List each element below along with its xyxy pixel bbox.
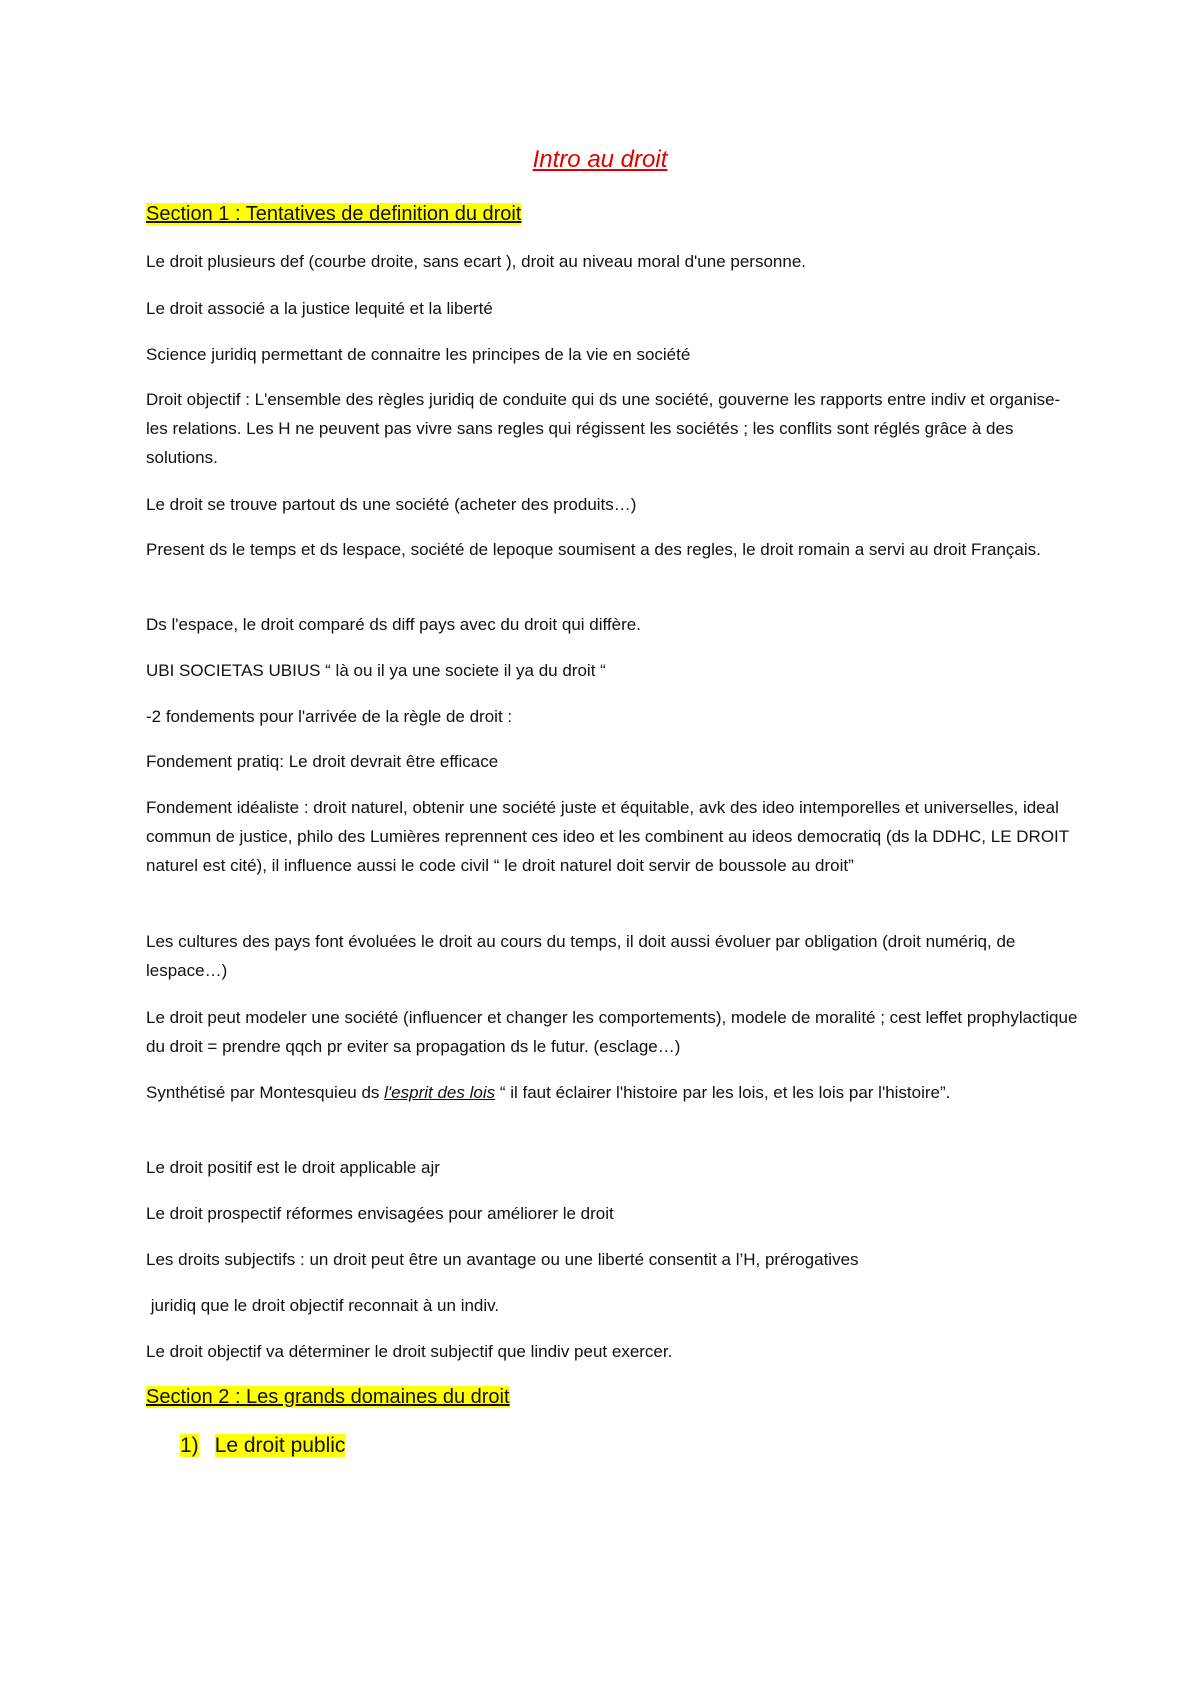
paragraph: Le droit positif est le droit applicable ajr <box>146 1158 440 1177</box>
paragraph: Fondement pratiq: Le droit devrait être efficace <box>146 752 499 771</box>
paragraph: Fondement idéaliste : droit naturel, obtenir une société juste et équitable, avk des ideo intemporelles et universelles, ideal commun de justice, philo des Lumières reprennent ces ideo et les combinent au ideos democratiq (ds la DDHC, LE DROIT naturel est cité), il influence aussi le code civil “ le droit naturel doit servir de boussole au droit” <box>146 798 1069 875</box>
paragraph: -2 fondements pour l'arrivée de la règle de droit : <box>146 707 513 726</box>
section-2-heading <box>146 1385 510 1409</box>
paragraph: juridiq que le droit objectif reconnait à un indiv. <box>146 1296 500 1315</box>
montesquieu-paragraph <box>146 1078 1071 1107</box>
paragraph: Le droit prospectif réformes envisagées pour améliorer le droit <box>146 1204 614 1223</box>
paragraph: UBI SOCIETAS UBIUS “ là ou il ya une societe il ya du droit “ <box>146 661 606 680</box>
paragraph: Present ds le temps et ds lespace, société de lepoque soumisent a des regles, le droit romain a servi au droit Français. <box>146 540 1041 559</box>
section-1-heading <box>146 202 521 226</box>
montesquieu-before: Synthétisé par Montesquieu ds <box>146 1083 385 1102</box>
paragraph: Science juridiq permettant de connaitre les principes de la vie en société <box>146 345 691 364</box>
document-title: Intro au droit <box>532 146 668 173</box>
paragraph: Le droit peut modeler une société (influencer et changer les comportements), modele de moralité ; cest leffet prophylactique du droit = prendre qqch pr eviter sa propagation ds le futur. (esclage…) <box>146 1008 1078 1056</box>
paragraph: Les droits subjectifs : un droit peut être un avantage ou une liberté consentit a l’H, prérogatives <box>146 1250 859 1269</box>
subsection-1-heading <box>180 1433 345 1459</box>
subsection-1-number: 1) <box>180 1434 199 1457</box>
book-title: l'esprit des lois <box>384 1083 496 1102</box>
paragraph: Le droit associé a la justice lequité et la liberté <box>146 299 493 318</box>
montesquieu-after: “ il faut éclairer l'histoire par les lois, et les lois par l'histoire”. <box>495 1083 951 1102</box>
paragraph: Le droit se trouve partout ds une société (acheter des produits…) <box>146 495 637 514</box>
paragraph: Les cultures des pays font évoluées le droit au cours du temps, il doit aussi évoluer par obligation (droit numériq, de lespace…) <box>146 932 1016 980</box>
subsection-1-label: Le droit public <box>214 1434 346 1457</box>
paragraph: Le droit plusieurs def (courbe droite, sans ecart ), droit au niveau moral d'une personne. <box>146 252 807 271</box>
section-1-heading-text: Section 1 : Tentatives de definition du droit <box>146 203 522 225</box>
paragraph: Droit objectif : L'ensemble des règles juridiq de conduite qui ds une société, gouverne les rapports entre indiv et organise-les relations. Les H ne peuvent pas vivre sans regles qui régissent les sociétés ; les conflits sont réglés grâce à des solutions. <box>146 390 1061 467</box>
section-2-heading-text: Section 2 : Les grands domaines du droit <box>146 1386 510 1408</box>
paragraph: Ds l'espace, le droit comparé ds diff pays avec du droit qui diffère. <box>146 615 641 634</box>
paragraph: Le droit objectif va déterminer le droit subjectif que lindiv peut exercer. <box>146 1342 673 1361</box>
